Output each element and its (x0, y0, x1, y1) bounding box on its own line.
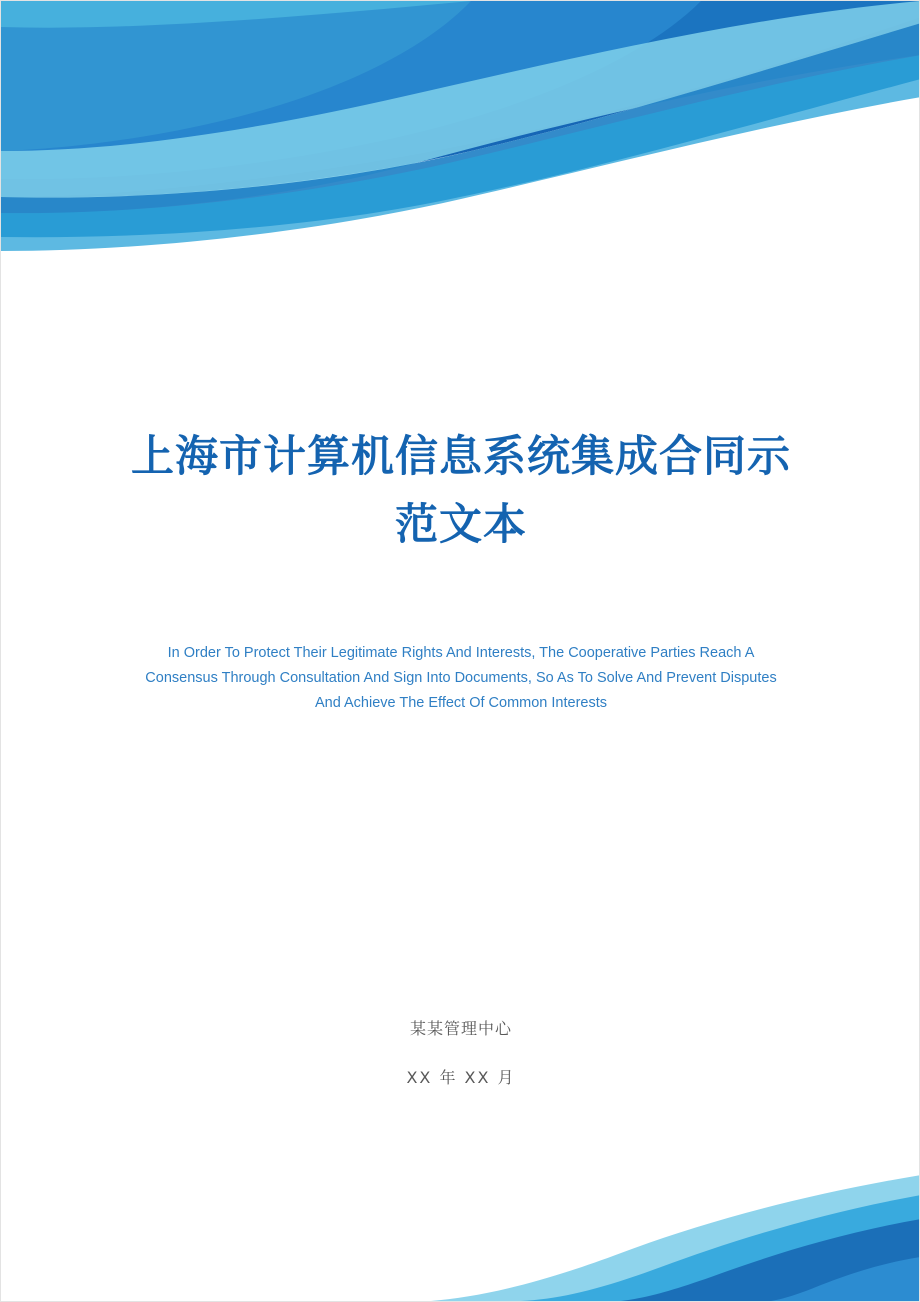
document-subtitle: In Order To Protect Their Legitimate Rights And Interests, The Cooperative Parties Reach A Consensus Through Consultation And Sign Into Documents, So As To Solve And Prevent Disputes And Achieve The Effect Of Common Interests (145, 645, 777, 711)
document-organization: 某某管理中心 (409, 1019, 512, 1038)
document-date: XX 年 XX 月 (406, 1068, 516, 1087)
document-content (1, 1, 920, 1302)
page-title: 上海市计算机信息系统集成合同示范文本 (131, 432, 791, 550)
